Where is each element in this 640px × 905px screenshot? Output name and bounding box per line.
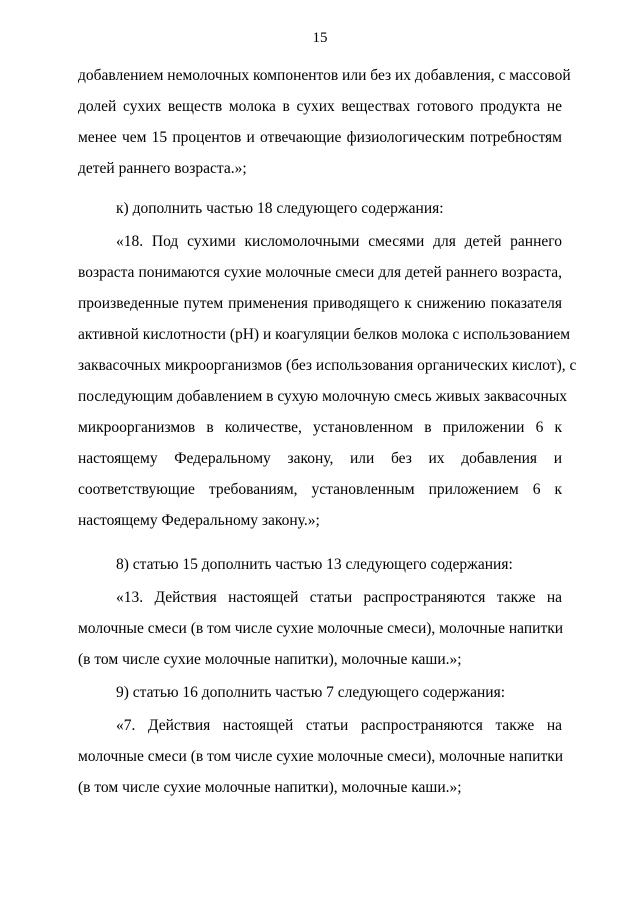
text-line: (в том числе сухие молочные напитки), молочные каши.»; <box>78 779 462 796</box>
item-k <box>78 193 562 224</box>
item-9 <box>78 677 562 708</box>
text-line: соответствующие требованиям, установленным приложением 6 к <box>78 481 562 498</box>
text-line: настоящему Федеральному закону, или без их добавления и <box>78 450 562 467</box>
text-line: «7. Действия настоящей статьи распространяются также на <box>116 717 562 734</box>
text-line: произведенные путем применения приводящего к снижению показателя <box>78 295 562 312</box>
text-line: 8) статью 15 дополнить частью 13 следующего содержания: <box>116 556 513 573</box>
text-line: микроорганизмов в количестве, установленном в приложении 6 к <box>78 419 562 436</box>
text-line: настоящему Федеральному закону.»; <box>78 512 320 529</box>
page-number: 15 <box>312 30 328 46</box>
text-line: возраста понимаются сухие молочные смеси для детей раннего возраста, <box>78 264 562 281</box>
text-line: «18. Под сухими кисломолочными смесями для детей раннего <box>116 233 562 250</box>
text-line: детей раннего возраста.»; <box>78 160 247 177</box>
text-line: (в том числе сухие молочные напитки), молочные каши.»; <box>78 651 462 668</box>
text-line: молочные смеси (в том числе сухие молочные смеси), молочные напитки <box>78 748 564 765</box>
text-line: долей сухих веществ молока в сухих веществах готового продукта не <box>78 98 562 115</box>
text-line: добавлением немолочных компонентов или без их добавления, с массовой <box>78 67 571 84</box>
paragraph-part-13 <box>78 582 562 675</box>
paragraph-part-7 <box>78 710 562 803</box>
text-line: заквасочных микроорганизмов (без использования органических кислот), с <box>78 357 577 374</box>
text-line: менее чем 15 процентов и отвечающие физиологическим потребностям <box>78 129 562 146</box>
text-line: к) дополнить частью 18 следующего содержания: <box>116 200 444 217</box>
text-line: молочные смеси (в том числе сухие молочные смеси), молочные напитки <box>78 620 564 637</box>
text-line: последующим добавлением в сухую молочную смесь живых заквасочных <box>78 388 567 405</box>
paragraph-part-18 <box>78 226 577 536</box>
text-line: активной кислотности (pH) и коагуляции белков молока с использованием <box>78 326 571 343</box>
text-line: «13. Действия настоящей статьи распространяются также на <box>116 589 562 606</box>
text-line: 9) статью 16 дополнить частью 7 следующего содержания: <box>116 684 506 701</box>
paragraph-continuation <box>78 60 571 184</box>
item-8 <box>78 549 562 580</box>
